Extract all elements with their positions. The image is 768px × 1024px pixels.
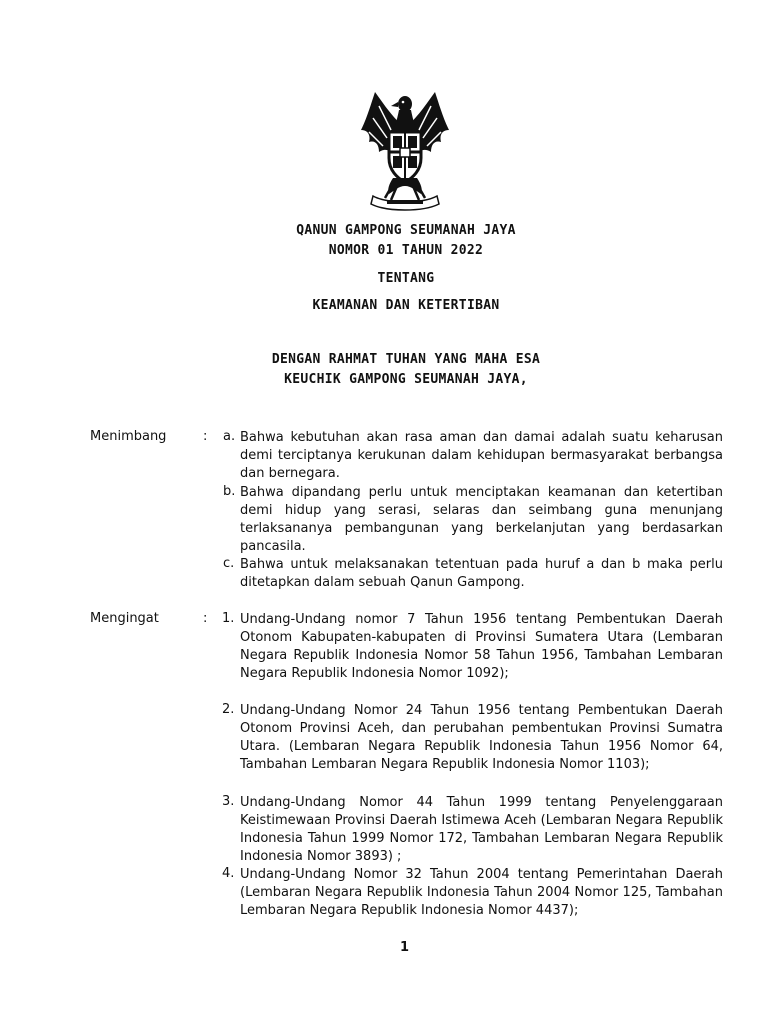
mengingat-marker-3: 3. xyxy=(222,794,235,809)
qanun-title: QANUN GAMPONG SEUMANAH JAYA xyxy=(296,223,516,238)
menimbang-marker-b: b. xyxy=(223,484,236,499)
mengingat-item-2: Undang-Undang Nomor 24 Tahun 1956 tentang Pembentukan Daerah Otonom Provinsi Aceh, dan perubahan pembentukan Provinsi Sumatra Utara. (Lembaran Negara Republik Indonesia Tahun 1956 Nomor 64, Tambahan Lembaran Negara Republik Indonesia Nomor 1103); xyxy=(240,703,723,772)
menimbang-item-a: Bahwa kebutuhan akan rasa aman dan damai adalah suatu keharusan demi terciptanya kerukunan dalam kehidupan bermasyarakat berbangsa dan bernegara. xyxy=(240,430,723,481)
page-number: 1 xyxy=(400,940,410,955)
menimbang-marker-a: a. xyxy=(223,429,236,444)
mengingat-colon: : xyxy=(203,611,208,626)
mengingat-item-4: Undang-Undang Nomor 32 Tahun 2004 tentang Pemerintahan Daerah (Lembaran Negara Republik Indonesia Tahun 2004 Nomor 125, Tambahan Lembaran Negara Republik Indonesia Nomor 4437); xyxy=(240,867,723,918)
mengingat-marker-1: 1. xyxy=(222,611,235,626)
menimbang-item-c: Bahwa untuk melaksanakan tetentuan pada huruf a dan b maka perlu ditetapkan dalam sebuah Qanun Gampong. xyxy=(240,557,723,590)
qanun-number: NOMOR 01 TAHUN 2022 xyxy=(328,243,484,258)
mengingat-marker-4: 4. xyxy=(222,866,235,881)
garuda-emblem-icon xyxy=(353,86,457,212)
authority-heading: KEUCHIK GAMPONG SEUMANAH JAYA, xyxy=(284,372,528,387)
menimbang-label: Menimbang xyxy=(90,429,167,444)
about-heading: TENTANG xyxy=(377,271,435,286)
mengingat-marker-2: 2. xyxy=(222,702,235,717)
mengingat-item-1: Undang-Undang nomor 7 Tahun 1956 tentang Pembentukan Daerah Otonom Kabupaten-kabupaten di Provinsi Sumatera Utara (Lembaran Negara Republik Indonesia Nomor 58 Tahun 1956, Tambahan Lembaran Negara Republik Indonesia Nomor 1092); xyxy=(240,612,723,681)
mengingat-item-3: Undang-Undang Nomor 44 Tahun 1999 tentang Penyelenggaraan Keistimewaan Provinsi Daerah Istimewa Aceh (Lembaran Negara Republik Indonesia Tahun 1999 Nomor 172, Tambahan Lembaran Negara Republik Indonesia Nomor 3893) ; xyxy=(240,795,723,864)
menimbang-colon: : xyxy=(203,429,208,444)
menimbang-item-b: Bahwa dipandang perlu untuk menciptakan keamanan dan ketertiban demi hidup yang serasi, selaras dan seimbang guna menunjang terlaksananya pembangunan yang berkelanjutan yang berdasarkan pancasila. xyxy=(240,485,723,554)
subject-heading: KEAMANAN DAN KETERTIBAN xyxy=(312,298,500,313)
menimbang-marker-c: c. xyxy=(223,556,235,571)
mengingat-label: Mengingat xyxy=(90,611,159,626)
blessing-heading: DENGAN RAHMAT TUHAN YANG MAHA ESA xyxy=(271,352,541,367)
